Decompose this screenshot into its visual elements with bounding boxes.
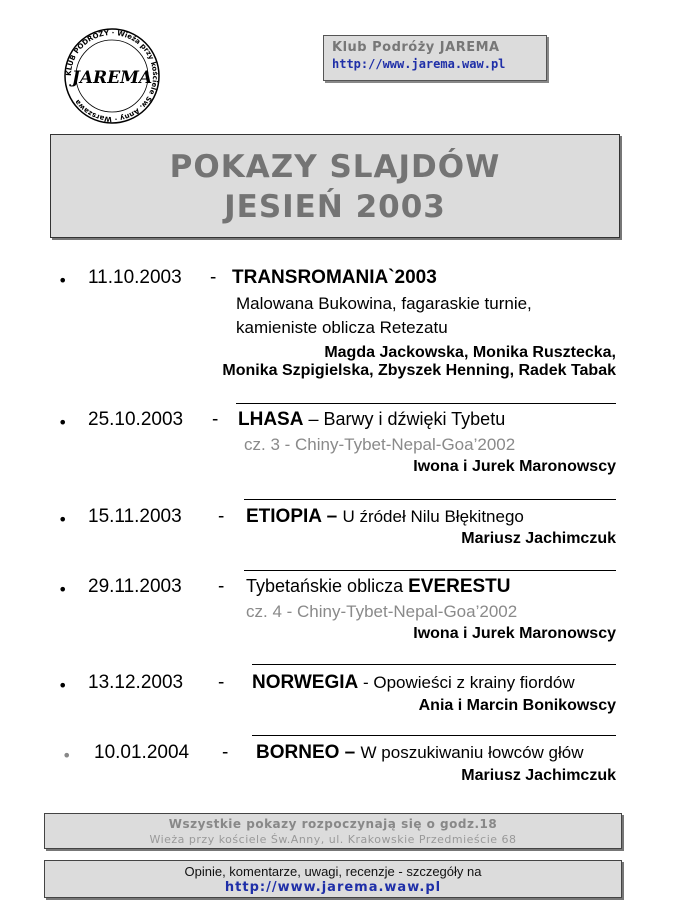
event-dash: -	[218, 672, 225, 693]
event-title: LHASA	[238, 409, 304, 430]
event-subtitle: W poszukiwaniu łowców głów	[360, 743, 584, 762]
divider	[244, 499, 616, 500]
event-subtitle: U źródeł Nilu Błękitnego	[342, 507, 524, 526]
event-description: Malowana Bukowina, fagaraskie turnie,	[236, 294, 532, 313]
club-name: Klub Podróży JAREMA	[332, 40, 500, 55]
bullet-icon: •	[58, 580, 68, 599]
divider	[252, 735, 616, 736]
svg-text:KLUB PODRÓŻY · Wieża przy kośc: KLUB PODRÓŻY · Wieża przy kościele Św. Anny · Warszawa	[64, 28, 160, 124]
event-heading	[256, 742, 584, 764]
event-date: 15.11.2003	[88, 506, 182, 527]
event-series: cz. 3 - Chiny-Tybet-Nepal-Goa’2002	[244, 435, 516, 454]
event-dash: -	[218, 506, 225, 527]
feedback-box	[44, 860, 622, 898]
club-url-link[interactable]: http://www.jarema.waw.pl	[332, 57, 506, 71]
event-title: EVERESTU	[408, 576, 511, 597]
event-series: cz. 4 - Chiny-Tybet-Nepal-Goa’2002	[246, 602, 518, 621]
event-heading	[246, 576, 511, 598]
event-subtitle: – Barwy i dźwięki Tybetu	[303, 409, 506, 429]
bullet-icon: •	[62, 746, 72, 765]
divider	[252, 664, 616, 665]
bullet-icon: •	[58, 510, 68, 529]
club-logo	[62, 26, 162, 126]
svg-text:JAREMA: JAREMA	[71, 68, 153, 88]
event-subtitle: - Opowieści z krainy fiordów	[358, 673, 575, 692]
event-dash: -	[222, 742, 229, 763]
event-heading	[252, 672, 575, 694]
page-title-line2: JESIEŃ 2003	[224, 189, 446, 225]
event-heading	[238, 409, 505, 431]
feedback-url-link[interactable]: http://www.jarema.waw.pl	[224, 880, 442, 895]
event-dash: -	[218, 576, 225, 597]
event-presenters: Monika Szpigielska, Zbyszek Henning, Radek Tabak	[222, 362, 616, 379]
event-heading	[246, 506, 524, 528]
event-title-prefix: Tybetańskie oblicza	[246, 576, 409, 596]
event-date: 29.11.2003	[88, 576, 182, 597]
bullet-icon: •	[58, 271, 68, 290]
event-date: 25.10.2003	[88, 409, 184, 430]
event-presenters: Iwona i Jurek Maronowscy	[413, 625, 616, 642]
event-presenters: Mariusz Jachimczuk	[461, 767, 616, 784]
event-separator: –	[321, 506, 343, 527]
event-presenters: Mariusz Jachimczuk	[461, 530, 616, 547]
event-presenters: Ania i Marcin Bonikowscy	[418, 697, 616, 714]
event-dash: -	[212, 409, 219, 430]
event-title: NORWEGIA	[252, 672, 359, 693]
event-date: 11.10.2003	[88, 267, 182, 288]
title-box	[50, 134, 620, 238]
event-presenters: Magda Jackowska, Monika Rusztecka,	[324, 344, 616, 361]
divider	[244, 570, 616, 571]
venue-address: Wieża przy kościele Św.Anny, ul. Krakowskie Przedmieście 68	[149, 833, 517, 846]
page-title-line1: POKAZY SLAJDÓW	[169, 149, 501, 185]
event-description: kamieniste oblicza Retezatu	[236, 318, 448, 337]
event-date: 10.01.2004	[94, 742, 190, 763]
schedule-info-box	[44, 813, 622, 849]
feedback-text: Opinie, komentarze, uwagi, recenzje - szczegóły na	[184, 864, 482, 879]
bullet-icon: •	[58, 413, 68, 432]
event-date: 13.12.2003	[88, 672, 184, 693]
divider	[236, 403, 616, 404]
start-time-note: Wszystkie pokazy rozpoczynają się o godz.18	[168, 817, 498, 831]
bullet-icon: •	[58, 676, 68, 695]
event-title: TRANSROMANIA`2003	[232, 267, 437, 288]
event-separator: –	[339, 742, 361, 763]
event-title: ETIOPIA	[246, 506, 322, 527]
event-dash: -	[210, 267, 217, 288]
event-title: BORNEO	[256, 742, 340, 763]
club-info-box	[323, 35, 547, 81]
event-presenters: Iwona i Jurek Maronowscy	[413, 458, 616, 475]
